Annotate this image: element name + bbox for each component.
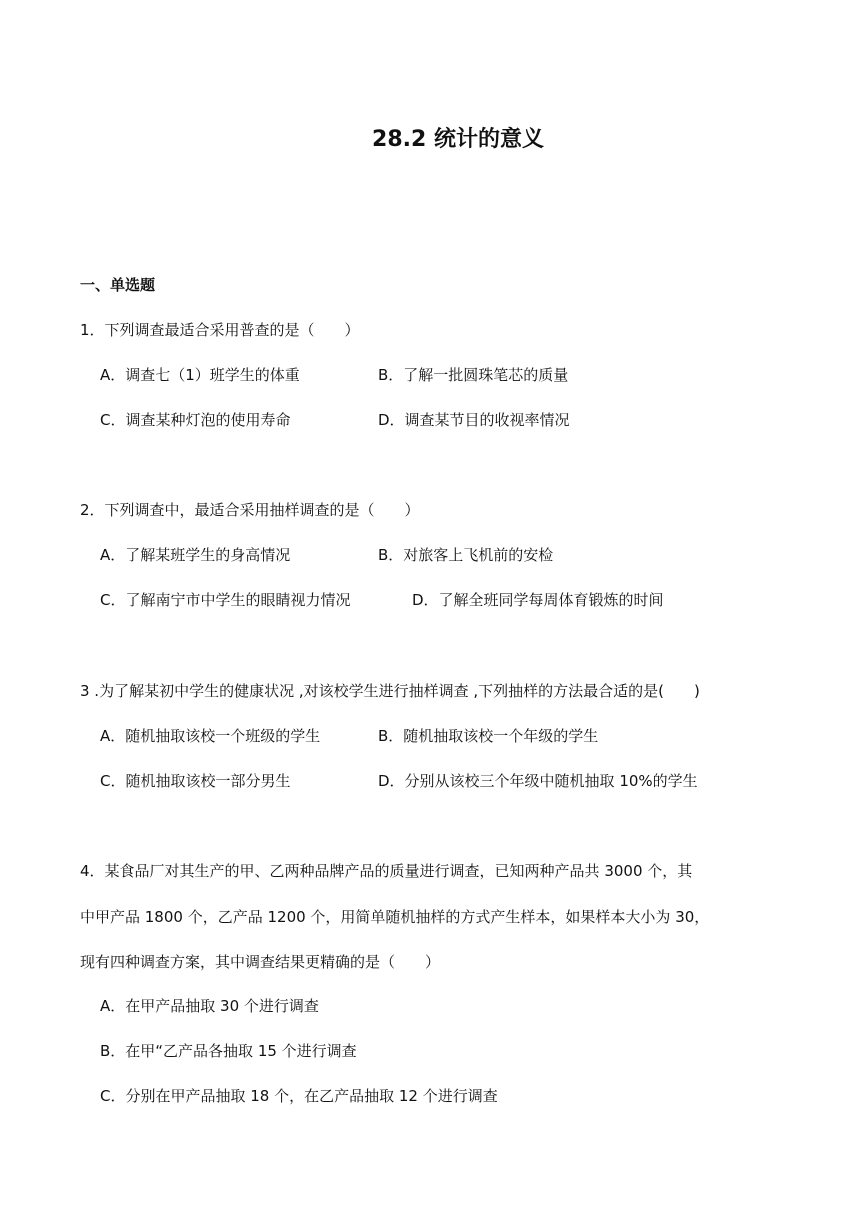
question-4-stem-line-3: 现有四种调查方案，其中调查结果更精确的是（ ） [80,953,441,971]
document-title: 28.2 统计的意义 [372,127,544,152]
question-2-option-d: D．了解全班同学每周体育锻炼的时间 [412,591,664,609]
question-3-stem: 3 .为了解某初中学生的健康状况 ,对该校学生进行抽样调查 ,下列抽样的方法最合适的是( ) [80,682,700,700]
question-4-stem-line-2: 中甲产品 1800 个，乙产品 1200 个，用简单随机抽样的方式产生样本，如果样本大小为 30， [80,908,710,926]
question-2-stem: 2．下列调查中，最适合采用抽样调查的是（ ） [80,501,420,519]
question-3-option-d: D．分别从该校三个年级中随机抽取 10%的学生 [378,772,698,790]
question-4-option-c: C．分别在甲产品抽取 18 个，在乙产品抽取 12 个进行调查 [100,1087,498,1105]
question-1-stem: 1．下列调查最适合采用普查的是（ ） [80,321,360,339]
question-4-stem-line-1: 4．某食品厂对其生产的甲、乙两种品牌产品的质量进行调查，已知两种产品共 3000 个，其 [80,862,693,880]
question-1-option-c: C．调查某种灯泡的使用寿命 [100,411,291,429]
question-4-option-a: A．在甲产品抽取 30 个进行调查 [100,997,319,1015]
question-3-option-b: B．随机抽取该校一个年级的学生 [378,727,599,745]
question-3-option-c: C．随机抽取该校一部分男生 [100,772,291,790]
question-1-option-b: B．了解一批圆珠笔芯的质量 [378,366,569,384]
question-4-option-b: B．在甲“乙产品各抽取 15 个进行调查 [100,1042,357,1060]
section-heading: 一、单选题 [80,276,156,294]
question-2-option-a: A．了解某班学生的身高情况 [100,546,291,564]
question-1-option-a: A．调查七（1）班学生的体重 [100,366,300,384]
question-1-option-d: D．调查某节目的收视率情况 [378,411,570,429]
question-3-option-a: A．随机抽取该校一个班级的学生 [100,727,321,745]
question-2-option-b: B．对旅客上飞机前的安检 [378,546,554,564]
question-2-option-c: C．了解南宁市中学生的眼睛视力情况 [100,591,351,609]
